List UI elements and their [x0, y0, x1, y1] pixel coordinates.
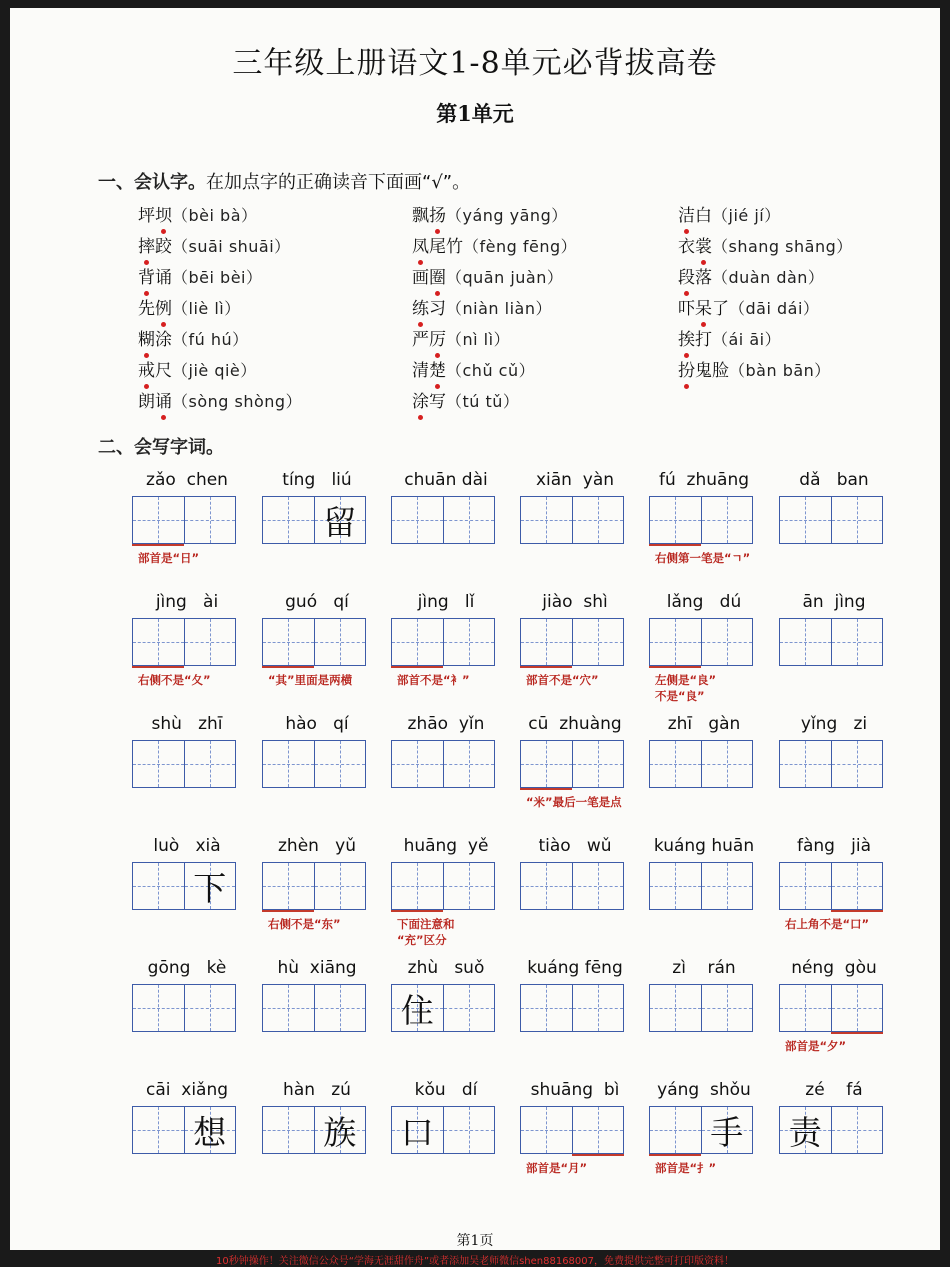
writing-box[interactable] [133, 985, 185, 1031]
writing-boxes [132, 1106, 236, 1154]
hint-note: 部首不是“穴” [526, 673, 599, 687]
writing-box[interactable] [702, 863, 753, 909]
pinyin-options: （dāi dái） [729, 299, 820, 318]
emphasis-dot [684, 384, 689, 389]
pinyin-label: yáng shǒu [657, 1080, 751, 1100]
vocab-item [138, 201, 258, 226]
hint-note: 部首是“夕” [785, 1039, 847, 1053]
pinyin-label: hào qí [285, 714, 349, 734]
vocab-item [138, 356, 257, 381]
hint-note: 部首是“月” [526, 1161, 588, 1175]
red-underline [391, 910, 443, 912]
pinyin-label: kuáng huān [653, 836, 755, 856]
writing-box[interactable] [780, 1107, 832, 1153]
pinyin-label: jiào shì [542, 592, 608, 612]
pinyin-label: zhèn yǔ [278, 836, 356, 856]
hint-note: 右上角不是“口” [785, 917, 870, 931]
writing-box[interactable] [832, 985, 883, 1031]
vocab-item [412, 294, 552, 319]
sample-character: 想 [193, 1112, 227, 1152]
pinyin-options: （shang shāng） [712, 237, 853, 256]
writing-boxes [262, 1106, 366, 1154]
vocab-item [412, 263, 563, 288]
page-title: 三年级上册语文1-8单元必背拔高卷 [232, 46, 718, 81]
vocab-item [412, 232, 577, 257]
unit-heading: 第1单元 [436, 101, 514, 126]
writing-boxes [132, 496, 236, 544]
writing-box[interactable] [263, 863, 315, 909]
sample-character: 族 [323, 1112, 357, 1152]
writing-box[interactable] [832, 1107, 883, 1153]
pinyin-label: hàn zú [283, 1080, 351, 1100]
hint-note: 右侧第一笔是“ㄱ” [655, 551, 751, 565]
pinyin-label: zhù suǒ [407, 958, 485, 978]
pinyin-label: fú zhuāng [658, 470, 750, 490]
writing-box[interactable] [133, 741, 185, 787]
writing-box[interactable] [392, 985, 444, 1031]
writing-boxes [649, 862, 753, 910]
red-underline [831, 910, 883, 912]
writing-box[interactable] [650, 985, 702, 1031]
writing-box[interactable] [832, 863, 883, 909]
writing-box[interactable] [185, 863, 236, 909]
pinyin-label: zhī gàn [667, 714, 741, 734]
writing-box[interactable] [315, 985, 366, 1031]
pinyin-options: （chǔ cǔ） [446, 361, 536, 380]
writing-box[interactable] [185, 1107, 236, 1153]
writing-box[interactable] [573, 741, 624, 787]
sample-character: 下 [193, 868, 227, 908]
vocab-word: 糊 涂 [138, 330, 172, 350]
writing-box[interactable] [521, 619, 573, 665]
writing-boxes [262, 740, 366, 788]
section-1-heading [98, 168, 470, 194]
writing-box[interactable] [521, 497, 573, 543]
vocab-item [412, 387, 519, 412]
vocab-item [412, 325, 510, 350]
writing-box[interactable] [263, 497, 315, 543]
writing-boxes [779, 862, 883, 910]
footer-notice: 10秒钟操作！关注微信公众号“学海无涯甜作舟”或者添加吴老师微信shen88168007，免费提供完整可打印版资料！ [215, 1256, 735, 1267]
writing-box[interactable] [392, 863, 444, 909]
writing-boxes [779, 984, 883, 1032]
writing-boxes [520, 862, 624, 910]
sample-character: 责 [788, 1112, 822, 1152]
writing-box[interactable] [133, 619, 185, 665]
vocab-word: 挨 打 [678, 330, 712, 350]
writing-box[interactable] [650, 619, 702, 665]
writing-box[interactable] [444, 863, 495, 909]
writing-box[interactable] [185, 497, 236, 543]
writing-box[interactable] [573, 619, 624, 665]
writing-boxes [649, 496, 753, 544]
vocab-word: 严厉 [412, 330, 446, 350]
pinyin-label: jìng lǐ [417, 592, 475, 612]
pinyin-options: （jié jí） [712, 206, 781, 225]
vocab-word: 涂 写 [412, 392, 446, 412]
writing-box[interactable] [315, 863, 366, 909]
writing-box[interactable] [133, 1107, 185, 1153]
writing-box[interactable] [185, 741, 236, 787]
writing-boxes [391, 740, 495, 788]
pinyin-options: （tú tǔ） [446, 392, 520, 411]
writing-box[interactable] [521, 863, 573, 909]
vocab-word: 扮 鬼脸 [678, 361, 729, 381]
pinyin-options: （bèi bà） [172, 206, 258, 225]
vocab-word: 画圈 [412, 268, 446, 288]
writing-boxes [779, 1106, 883, 1154]
pinyin-label: néng gòu [791, 958, 877, 978]
pinyin-options: （duàn dàn） [712, 268, 825, 287]
writing-box[interactable] [392, 1107, 444, 1153]
hint-note: “其”里面是两横 [268, 673, 353, 687]
hint-note: 右侧不是“东” [268, 917, 341, 931]
writing-box[interactable] [521, 741, 573, 787]
writing-box[interactable] [444, 1107, 495, 1153]
vocab-word: 背 诵 [138, 268, 172, 288]
red-underline [262, 910, 314, 912]
writing-boxes [520, 496, 624, 544]
writing-boxes [520, 1106, 624, 1154]
pinyin-label: zǎo chen [146, 470, 228, 490]
pinyin-label: huāng yě [403, 836, 489, 856]
pinyin-options: （jiè qiè） [172, 361, 257, 380]
writing-boxes [391, 618, 495, 666]
vocab-word: 坪坝 [138, 206, 172, 226]
section-1-title: 一、会认字。 [98, 172, 206, 193]
writing-box[interactable] [444, 497, 495, 543]
hint-note: 部首是“日” [138, 551, 200, 565]
vocab-word: 摔 跤 [138, 237, 172, 257]
writing-boxes [262, 984, 366, 1032]
writing-box[interactable] [315, 497, 366, 543]
writing-box[interactable] [315, 741, 366, 787]
writing-box[interactable] [702, 741, 753, 787]
pinyin-label: zhāo yǐn [407, 714, 485, 734]
pinyin-options: （yáng yāng） [446, 206, 568, 225]
pinyin-label: zì rán [672, 958, 736, 978]
pinyin-label: kǒu dí [414, 1080, 478, 1100]
pinyin-label: hù xiāng [277, 958, 357, 978]
hint-note: 右侧不是“夂” [138, 673, 211, 687]
vocab-word: 朗诵 [138, 392, 172, 412]
writing-box[interactable] [780, 741, 832, 787]
writing-box[interactable] [444, 985, 495, 1031]
pinyin-options: （suāi shuāi） [172, 237, 291, 256]
red-underline [262, 666, 314, 668]
sample-character: 手 [710, 1112, 744, 1152]
writing-box[interactable] [133, 863, 185, 909]
pinyin-label: shuāng bì [530, 1080, 620, 1100]
vocab-item [678, 294, 819, 319]
vocab-item [678, 232, 853, 257]
writing-box[interactable] [573, 497, 624, 543]
vocab-word: 吓呆 了 [678, 299, 729, 319]
pinyin-label: cāi xiǎng [145, 1080, 229, 1100]
vocab-word: 飘扬 [412, 206, 446, 226]
red-underline [132, 544, 184, 546]
sample-character: 口 [400, 1112, 434, 1152]
pinyin-label: luò xià [153, 836, 221, 856]
pinyin-label: dǎ ban [799, 470, 869, 490]
writing-box[interactable] [573, 1107, 624, 1153]
red-underline [649, 666, 701, 668]
writing-box[interactable] [263, 619, 315, 665]
writing-box[interactable] [263, 985, 315, 1031]
vocab-item [138, 263, 262, 288]
writing-box[interactable] [832, 497, 883, 543]
worksheet-page [10, 8, 940, 1250]
writing-box[interactable] [702, 497, 753, 543]
writing-box[interactable] [702, 1107, 753, 1153]
pinyin-options: （fú hú） [172, 330, 249, 349]
pinyin-label: guó qí [285, 592, 349, 612]
writing-box[interactable] [573, 985, 624, 1031]
writing-box[interactable] [444, 619, 495, 665]
pinyin-options: （niàn liàn） [446, 299, 552, 318]
writing-box[interactable] [444, 741, 495, 787]
hint-note: 左侧是“良” 不是“良” [655, 673, 717, 703]
writing-box[interactable] [780, 497, 832, 543]
pinyin-options: （bàn bān） [729, 361, 831, 380]
writing-box[interactable] [702, 985, 753, 1031]
red-underline [572, 1154, 624, 1156]
writing-box[interactable] [392, 741, 444, 787]
vocab-word: 戒 尺 [138, 361, 172, 381]
writing-box[interactable] [521, 1107, 573, 1153]
pinyin-label: fàng jià [796, 836, 872, 856]
emphasis-dot [161, 415, 166, 420]
red-underline [391, 666, 443, 668]
vocab-word: 凤 尾竹 [412, 237, 463, 257]
pinyin-label: gōng kè [147, 958, 227, 978]
writing-box[interactable] [702, 619, 753, 665]
writing-boxes [132, 862, 236, 910]
section-1-instruction: 在加点字的正确读音下面画“√”。 [206, 172, 471, 193]
sample-character: 留 [323, 502, 357, 542]
red-underline [520, 666, 572, 668]
red-underline [649, 544, 701, 546]
writing-boxes [391, 1106, 495, 1154]
writing-boxes [132, 618, 236, 666]
writing-box[interactable] [832, 741, 883, 787]
writing-box[interactable] [263, 1107, 315, 1153]
writing-box[interactable] [263, 741, 315, 787]
writing-box[interactable] [133, 497, 185, 543]
red-underline [132, 666, 184, 668]
writing-box[interactable] [780, 863, 832, 909]
writing-box[interactable] [573, 863, 624, 909]
vocab-item [412, 356, 535, 381]
pinyin-options: （fèng fēng） [463, 237, 578, 256]
writing-boxes [391, 984, 495, 1032]
writing-box[interactable] [521, 985, 573, 1031]
writing-boxes [391, 496, 495, 544]
writing-boxes [520, 740, 624, 788]
writing-boxes [649, 984, 753, 1032]
section-2-heading [98, 433, 224, 459]
vocab-word: 清楚 [412, 361, 446, 381]
writing-box[interactable] [185, 619, 236, 665]
pinyin-label: zé fá [805, 1080, 863, 1100]
pinyin-label: cū zhuàng [528, 714, 622, 734]
sample-character: 住 [400, 990, 434, 1030]
pinyin-label: lǎng dú [666, 592, 742, 612]
writing-box[interactable] [315, 1107, 366, 1153]
writing-boxes [132, 740, 236, 788]
pinyin-label: xiān yàn [535, 470, 615, 490]
vocab-item [138, 294, 241, 319]
writing-boxes [649, 740, 753, 788]
pinyin-label: jìng ài [155, 592, 219, 612]
vocab-word: 衣裳 [678, 237, 712, 257]
vocab-item [138, 387, 302, 412]
pinyin-label: tiào wǔ [538, 836, 612, 856]
pinyin-options: （quān juàn） [446, 268, 564, 287]
pinyin-label: tíng liú [282, 470, 352, 490]
writing-boxes [391, 862, 495, 910]
vocab-word: 练 习 [412, 299, 446, 319]
red-underline [649, 1154, 701, 1156]
writing-boxes [779, 740, 883, 788]
writing-box[interactable] [780, 619, 832, 665]
writing-box[interactable] [650, 741, 702, 787]
writing-boxes [262, 862, 366, 910]
vocab-word: 段 落 [678, 268, 712, 288]
vocab-word: 先例 [138, 299, 172, 319]
pinyin-label: kuáng fēng [527, 958, 623, 978]
writing-box[interactable] [832, 619, 883, 665]
writing-box[interactable] [650, 497, 702, 543]
writing-boxes [649, 1106, 753, 1154]
writing-box[interactable] [392, 619, 444, 665]
hint-note: 部首不是“衤” [397, 673, 470, 687]
pinyin-label: yǐng zi [800, 714, 868, 734]
writing-boxes [779, 496, 883, 544]
writing-box[interactable] [780, 985, 832, 1031]
pinyin-options: （sòng shòng） [172, 392, 303, 411]
red-underline [831, 1032, 883, 1034]
red-underline [520, 788, 572, 790]
pinyin-label: shù zhī [151, 714, 223, 734]
pinyin-options: （ái āi） [712, 330, 782, 349]
writing-boxes [520, 618, 624, 666]
writing-box[interactable] [315, 619, 366, 665]
vocab-item [678, 356, 831, 381]
vocab-item [678, 263, 824, 288]
writing-box[interactable] [185, 985, 236, 1031]
vocab-item [412, 201, 568, 226]
writing-box[interactable] [392, 497, 444, 543]
hint-note: 部首是“扌” [655, 1161, 717, 1175]
vocab-item [678, 201, 781, 226]
vocab-item [678, 325, 781, 350]
hint-note: 下面注意和 “充”区分 [397, 917, 455, 947]
pinyin-label: chuān dài [404, 470, 488, 490]
pinyin-label: ān jìng [802, 592, 866, 612]
vocab-word: 洁 白 [678, 206, 712, 226]
vocab-item [138, 232, 291, 257]
hint-note: “米”最后一笔是点 [526, 795, 622, 809]
writing-box[interactable] [650, 863, 702, 909]
pinyin-options: （liè lì） [172, 299, 241, 318]
section-2-title: 二、会写字词。 [98, 437, 224, 458]
writing-boxes [132, 984, 236, 1032]
vocab-item [138, 325, 249, 350]
writing-boxes [649, 618, 753, 666]
writing-boxes [520, 984, 624, 1032]
writing-box[interactable] [650, 1107, 702, 1153]
writing-boxes [262, 618, 366, 666]
page-number: 第1页 [456, 1233, 494, 1249]
writing-boxes [262, 496, 366, 544]
pinyin-options: （bēi bèi） [172, 268, 263, 287]
emphasis-dot [418, 415, 423, 420]
pinyin-options: （nì lì） [446, 330, 511, 349]
writing-boxes [779, 618, 883, 666]
